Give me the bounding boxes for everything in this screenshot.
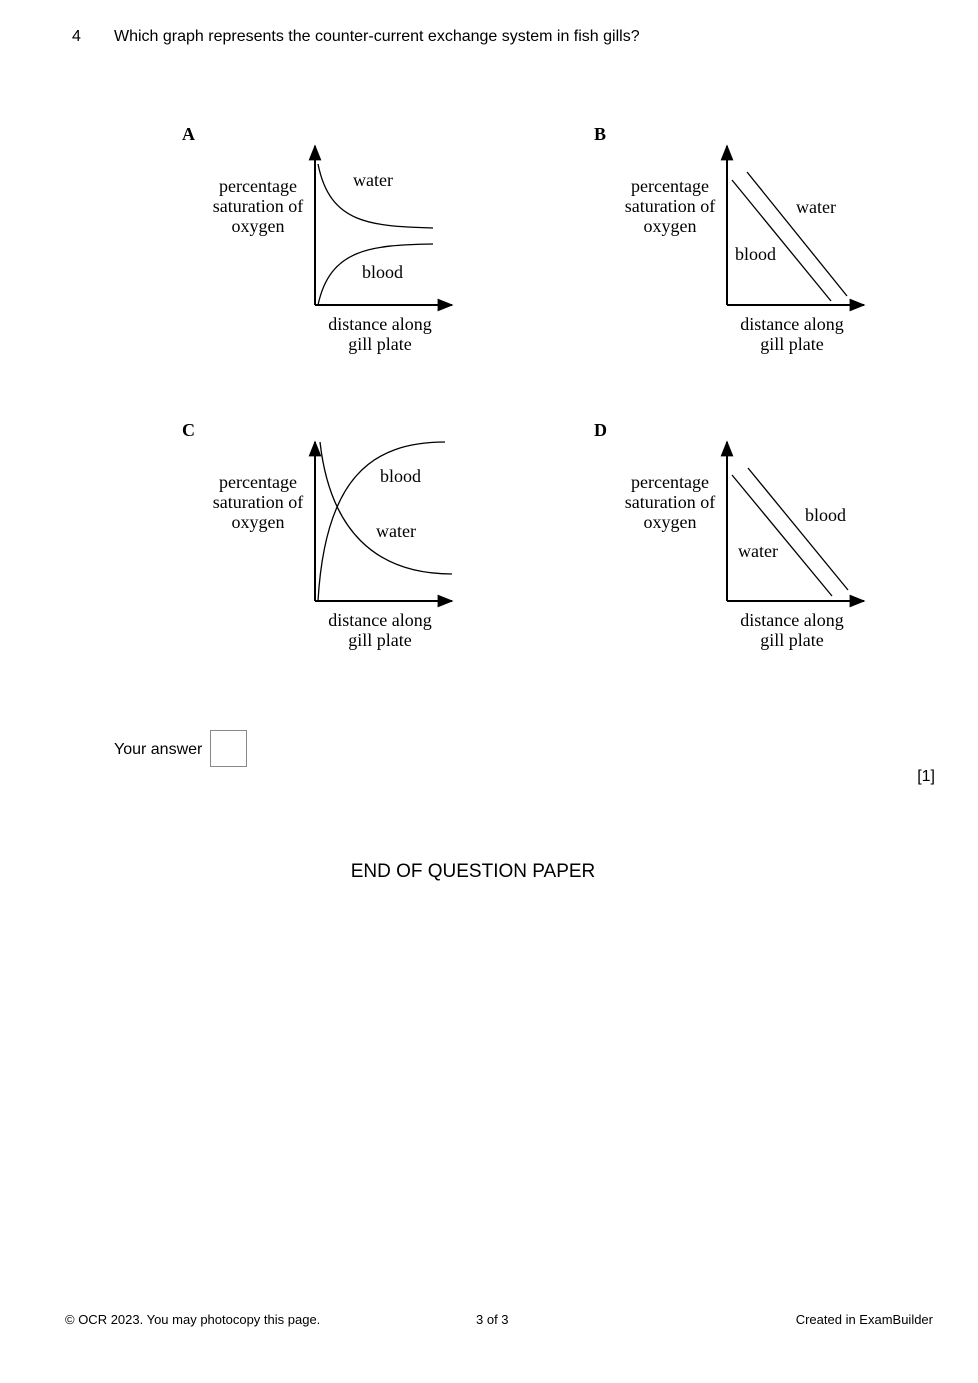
question-number: 4 — [72, 28, 81, 45]
graph-c — [180, 420, 480, 670]
footer-copyright: © OCR 2023. You may photocopy this page. — [65, 1312, 321, 1327]
graph-d — [592, 420, 892, 670]
x-axis-label: distance along gill plate — [740, 314, 844, 354]
graph-a — [180, 124, 480, 374]
graph-b — [592, 124, 892, 374]
y-axis-label: percentage saturation of oxygen — [212, 472, 304, 532]
lower-curve-label: water — [376, 521, 416, 541]
graph-letter: C — [182, 420, 195, 440]
lower-curve-label: blood — [362, 262, 404, 282]
graph-letter: D — [594, 420, 607, 440]
lower-curve — [320, 442, 452, 574]
footer-creator: Created in ExamBuilder — [795, 1312, 933, 1327]
upper-curve-label: water — [796, 197, 836, 217]
upper-line — [748, 468, 848, 590]
lower-curve-label: water — [738, 541, 778, 561]
y-axis-label: percentage saturation of oxygen — [624, 176, 716, 236]
upper-curve-label: water — [353, 170, 393, 190]
upper-curve-label: blood — [805, 505, 847, 525]
y-axis-label: percentage saturation of oxygen — [624, 472, 716, 532]
lower-line — [732, 475, 832, 596]
answer-box[interactable] — [210, 730, 247, 767]
marks: [1] — [917, 768, 935, 785]
x-axis-label: distance along gill plate — [328, 314, 432, 354]
footer-page-number: 3 of 3 — [476, 1312, 509, 1327]
x-axis-label: distance along gill plate — [328, 610, 432, 650]
end-of-paper: END OF QUESTION PAPER — [350, 861, 596, 882]
lower-curve-label: blood — [735, 244, 777, 264]
upper-line — [747, 172, 847, 296]
y-axis-label: percentage saturation of oxygen — [212, 176, 304, 236]
graph-letter: B — [594, 124, 607, 144]
graph-letter: A — [182, 124, 195, 144]
x-axis-label: distance along gill plate — [740, 610, 844, 650]
question-text: Which graph represents the counter-current exchange system in fish gills? — [114, 28, 640, 45]
upper-curve-label: blood — [380, 466, 422, 486]
answer-label: Your answer — [114, 741, 203, 758]
